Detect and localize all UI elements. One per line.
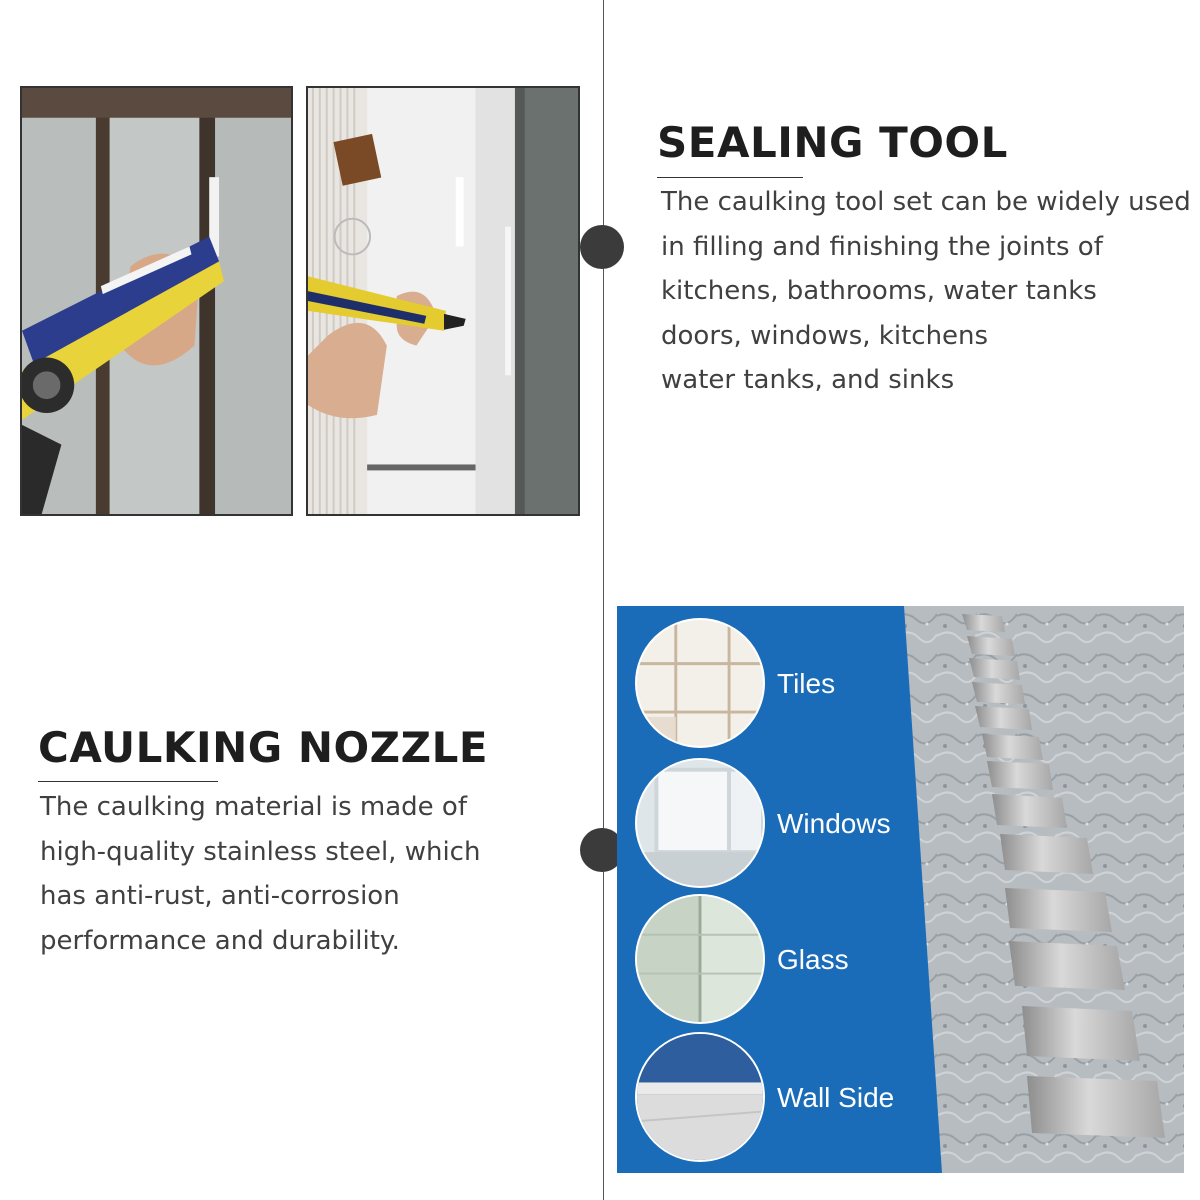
center-divider (603, 0, 604, 1200)
description-line: The caulking material is made of (40, 792, 467, 822)
description-line: water tanks, and sinks (661, 365, 955, 395)
wall-side-thumbnail (635, 1032, 765, 1162)
description-line: kitchens, bathrooms, water tanks (661, 276, 1097, 306)
description-line: high-quality stainless steel, which (40, 836, 481, 867)
nozzle-title-underline (38, 781, 218, 782)
windows-thumbnail (635, 758, 765, 888)
sealing-tool-title: SEALING TOOL (657, 118, 1008, 167)
caulking-nozzle-title: CAULKING NOZZLE (38, 723, 489, 772)
glass-thumbnail (635, 894, 765, 1024)
application-label-glass: Glass (777, 944, 849, 975)
sealing-tool-description (661, 180, 1191, 403)
description-line: in filling and finishing the joints of (661, 231, 1103, 262)
application-label-wall-side: Wall Side (777, 1082, 895, 1113)
caulking-photo-doorframe (306, 86, 580, 516)
application-label-tiles: Tiles (777, 668, 836, 699)
description-line: performance and durability. (40, 925, 400, 956)
tiles-thumbnail (635, 618, 765, 748)
caulking-photo-fence (20, 86, 293, 516)
application-label-windows: Windows (777, 808, 891, 839)
description-line: The caulking tool set can be widely used (661, 187, 1191, 217)
caulking-nozzle-description (40, 785, 480, 963)
sealing-title-underline (657, 177, 803, 178)
applications-panel (617, 606, 1184, 1173)
section-bullet-dot (580, 225, 624, 269)
description-line: has anti-rust, anti-corrosion (40, 881, 400, 911)
description-line: doors, windows, kitchens (661, 320, 989, 351)
